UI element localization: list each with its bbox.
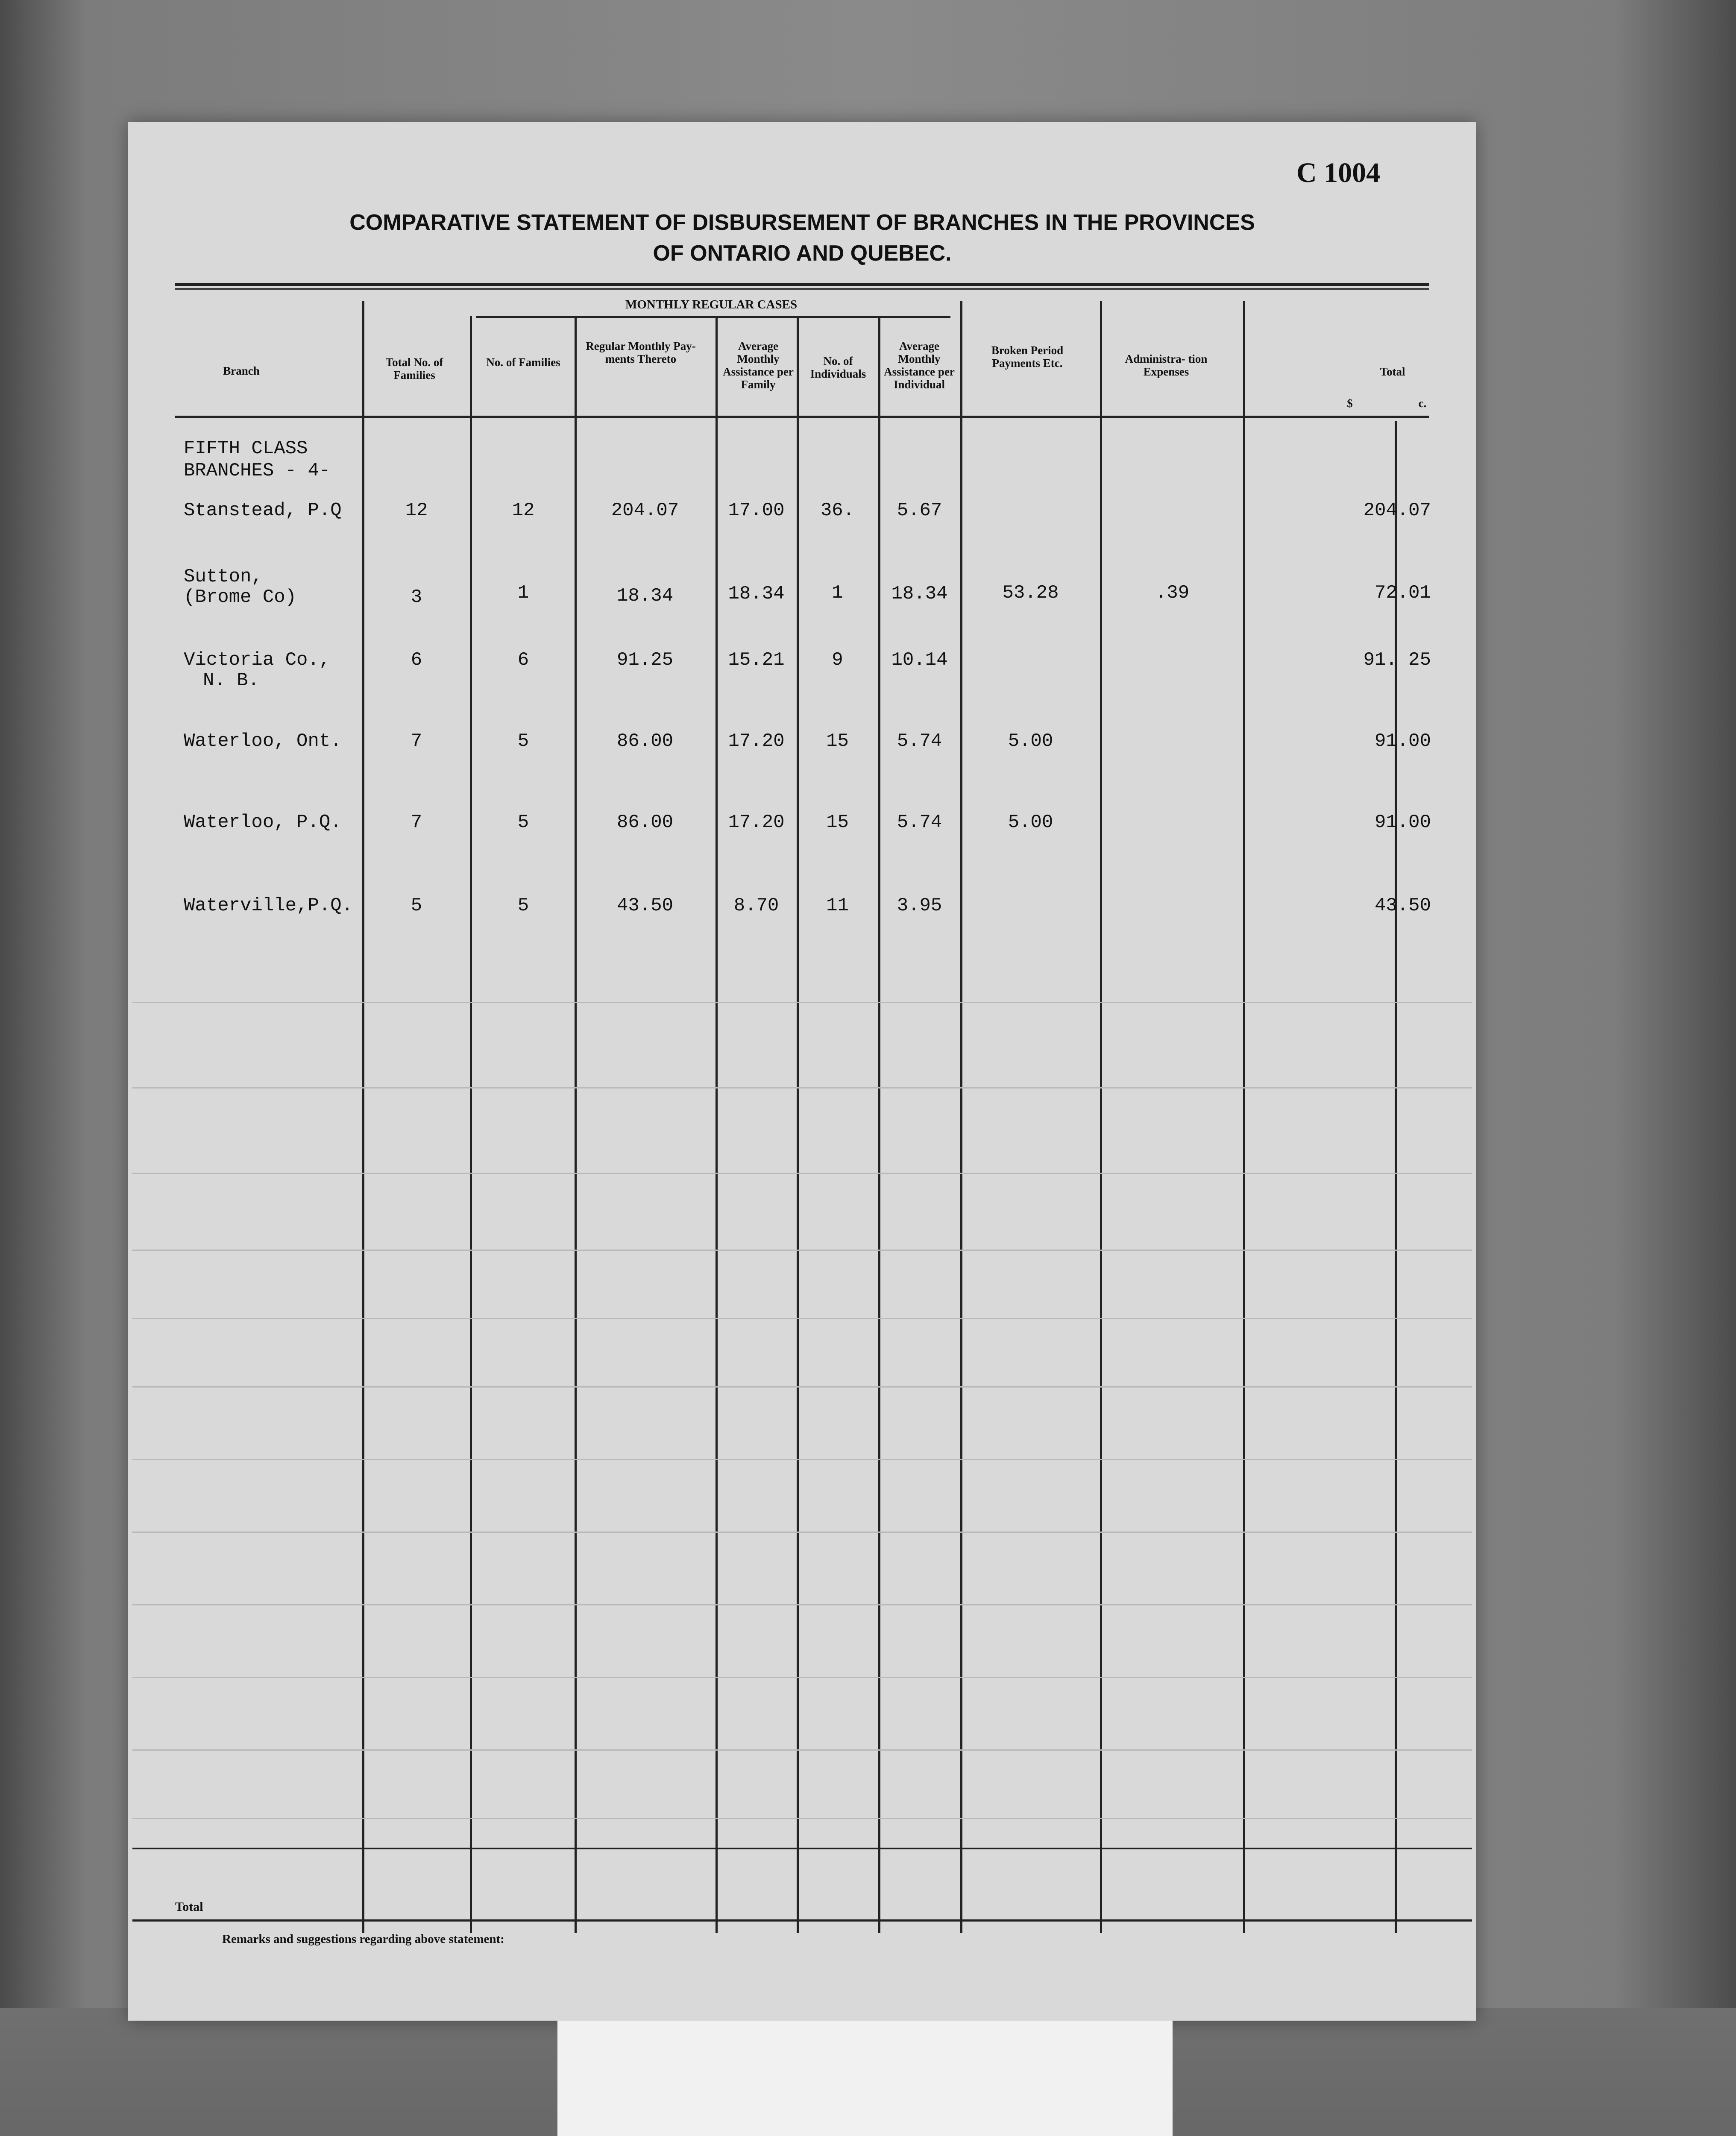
column-line <box>1395 421 1397 1933</box>
ruled-line <box>132 1173 1472 1174</box>
header-total-cents: c. <box>1418 397 1427 410</box>
broken-period-value: 53.28 <box>1002 582 1059 604</box>
header-administration: Administra- tion Expenses <box>1125 352 1208 378</box>
total-value: 43.50 <box>1374 895 1431 916</box>
no-individuals-value: 15 <box>826 731 849 752</box>
avg-per-family-value: 17.20 <box>728 731 785 752</box>
avg-per-family-value: 17.00 <box>728 500 785 521</box>
avg-per-individual-value: 5.74 <box>897 812 942 833</box>
no-individuals-value: 1 <box>832 582 843 604</box>
administration-value: .39 <box>1155 582 1190 604</box>
no-individuals-value: 15 <box>826 812 849 833</box>
ruled-line <box>132 1386 1472 1388</box>
column-line <box>878 316 880 1933</box>
branch-name: Sutton, <box>184 566 263 587</box>
section-heading-line-2: BRANCHES - 4- <box>184 460 331 481</box>
no-families-value: 5 <box>517 895 529 916</box>
document-number: C 1004 <box>1296 157 1381 188</box>
total-row-rule-top <box>132 1848 1472 1849</box>
total-label: Total <box>175 1900 203 1914</box>
branch-subname: (Brome Co) <box>184 587 297 608</box>
ruled-line <box>132 1532 1472 1533</box>
top-rule <box>175 283 1429 286</box>
header-no-individuals: No. of Individuals <box>810 355 866 380</box>
ruled-line <box>132 1604 1472 1605</box>
no-individuals-value: 36. <box>820 500 855 521</box>
monthly-regular-cases-header: MONTHLY REGULAR CASES <box>625 298 798 311</box>
regular-payments-value: 86.00 <box>616 812 674 833</box>
remarks-label: Remarks and suggestions regarding above statement: <box>222 1932 504 1946</box>
broken-period-value: 5.00 <box>1008 812 1053 833</box>
total-value: 204.07 <box>1363 500 1431 521</box>
avg-per-individual-value: 3.95 <box>897 895 942 916</box>
total-value: 91.00 <box>1374 812 1431 833</box>
ruled-line <box>132 1002 1472 1003</box>
no-individuals-value: 9 <box>832 649 843 671</box>
column-line <box>960 301 962 1933</box>
total-families-value: 6 <box>411 649 422 671</box>
column-line <box>716 316 718 1933</box>
total-families-value: 5 <box>411 895 422 916</box>
avg-per-individual-value: 5.74 <box>897 731 942 752</box>
header-regular-payments: Regular Monthly Pay- ments Thereto <box>586 340 696 365</box>
archive-label-card <box>557 2021 1173 2136</box>
ruled-line <box>132 1459 1472 1460</box>
section-heading-line-1: FIFTH CLASS <box>184 438 308 459</box>
ruled-line <box>132 1318 1472 1319</box>
avg-per-individual-value: 5.67 <box>897 500 942 521</box>
branch-name: Waterville,P.Q. <box>184 895 353 916</box>
header-branch: Branch <box>223 364 260 377</box>
total-value: 91.00 <box>1374 731 1431 752</box>
avg-per-individual-value: 10.14 <box>891 649 948 671</box>
branch-name: Stanstead, P.Q <box>184 500 342 521</box>
total-value: 91. 25 <box>1363 649 1431 671</box>
avg-per-family-value: 8.70 <box>733 895 779 916</box>
document-sheet <box>128 122 1476 2021</box>
total-families-value: 12 <box>405 500 428 521</box>
title-line-2: OF ONTARIO AND QUEBEC. <box>653 241 952 266</box>
branch-subname: N. B. <box>203 670 260 691</box>
ruled-line <box>132 1250 1472 1251</box>
no-families-value: 12 <box>512 500 535 521</box>
ruled-line <box>132 1749 1472 1751</box>
header-avg-per-individual: Average Monthly Assistance per Individual <box>884 340 955 391</box>
no-families-value: 5 <box>517 731 529 752</box>
total-families-value: 3 <box>411 587 422 608</box>
header-total: Total <box>1380 365 1405 378</box>
no-families-value: 1 <box>517 582 529 604</box>
regular-payments-value: 204.07 <box>611 500 679 521</box>
column-line <box>1243 301 1245 1933</box>
no-families-value: 6 <box>517 649 529 671</box>
header-broken-period: Broken Period Payments Etc. <box>991 344 1064 370</box>
total-value: 72.01 <box>1374 582 1431 604</box>
regular-payments-value: 43.50 <box>616 895 674 916</box>
total-row-rule-bottom <box>132 1919 1472 1922</box>
column-line <box>362 301 364 1933</box>
document-title <box>128 207 1476 269</box>
no-families-value: 5 <box>517 812 529 833</box>
avg-per-family-value: 15.21 <box>728 649 785 671</box>
title-line-1: COMPARATIVE STATEMENT OF DISBURSEMENT OF BRANCHES IN THE PROVINCES <box>349 210 1255 235</box>
header-avg-per-family: Average Monthly Assistance per Family <box>723 340 794 391</box>
total-families-value: 7 <box>411 812 422 833</box>
header-total-dollars: $ <box>1347 397 1353 410</box>
ruled-line <box>132 1087 1472 1089</box>
avg-per-family-value: 17.20 <box>728 812 785 833</box>
regular-payments-value: 18.34 <box>616 585 674 607</box>
regular-payments-value: 91.25 <box>616 649 674 671</box>
branch-name: Victoria Co., <box>184 649 331 671</box>
column-line <box>470 316 472 1933</box>
no-individuals-value: 11 <box>826 895 849 916</box>
avg-per-family-value: 18.34 <box>728 583 785 604</box>
column-line <box>797 316 799 1933</box>
column-line <box>575 316 577 1933</box>
top-rule-thin <box>175 288 1429 290</box>
header-total-families: Total No. of Families <box>385 356 443 381</box>
regular-payments-value: 86.00 <box>616 731 674 752</box>
branch-name: Waterloo, Ont. <box>184 731 342 752</box>
total-families-value: 7 <box>411 731 422 752</box>
branch-name: Waterloo, P.Q. <box>184 812 342 833</box>
broken-period-value: 5.00 <box>1008 731 1053 752</box>
header-no-families: No. of Families <box>486 356 560 369</box>
ruled-line <box>132 1677 1472 1678</box>
column-line <box>1100 301 1102 1933</box>
ruled-line <box>132 1818 1472 1819</box>
avg-per-individual-value: 18.34 <box>891 583 948 604</box>
